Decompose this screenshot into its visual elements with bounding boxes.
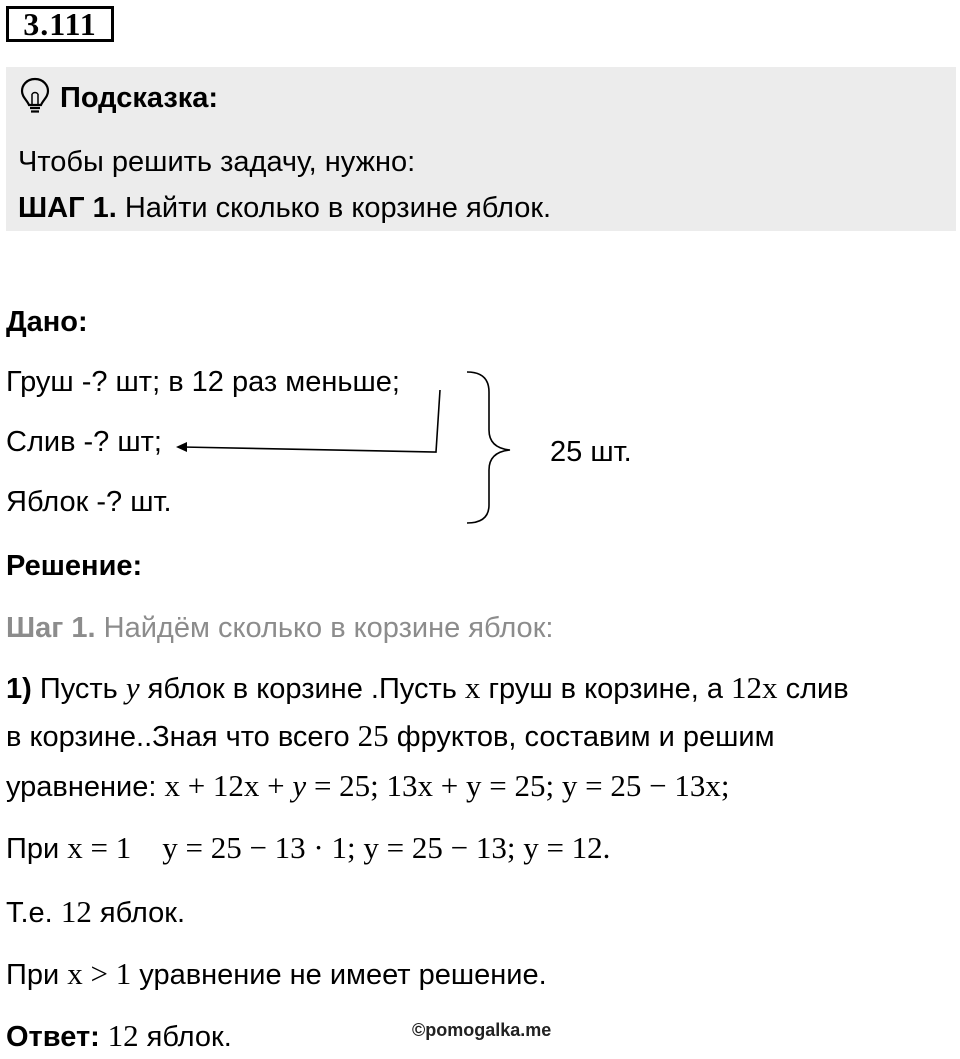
text: При: [6, 959, 68, 991]
text: фруктов, составим и решим: [388, 721, 775, 753]
solution-step: [6, 610, 553, 646]
watermark: ©pomogalka.me: [412, 1020, 552, 1040]
inequality: x > 1: [67, 956, 132, 991]
solution-line-1: [6, 670, 849, 707]
lightbulb-icon: [18, 76, 52, 116]
given-item-pears: Груш -? шт; в 12 раз меньше;: [6, 366, 400, 398]
answer: [6, 1018, 232, 1055]
given-total: 25 шт.: [550, 436, 632, 468]
arrow-head: [176, 442, 187, 452]
problem-number: 3.111: [6, 6, 114, 42]
hint-step-text: Найти сколько в корзине яблок.: [116, 192, 552, 224]
number: 12: [60, 894, 92, 929]
text: При: [6, 833, 68, 865]
hint-step: [18, 190, 551, 226]
solution-line-4: [6, 830, 610, 867]
curly-brace: [467, 372, 510, 523]
solution-line-6: [6, 956, 547, 993]
answer-text: яблок.: [138, 1021, 232, 1053]
var-x: x: [464, 670, 481, 705]
text: яблок в корзине .Пусть: [139, 673, 465, 705]
item-number: 1): [6, 673, 32, 705]
solution-line-3: [6, 768, 729, 805]
solution-line-2: [6, 718, 775, 755]
text: в корзине..Зная что всего: [6, 721, 358, 753]
var-y: y: [125, 670, 140, 705]
equation: = 25; 13x + y = 25; y = 25 − 13x;: [306, 768, 730, 803]
var-y: y: [292, 768, 307, 803]
text: уравнение:: [6, 771, 165, 803]
given-diagram: [0, 360, 700, 530]
text: уравнение не имеет решение.: [131, 959, 547, 991]
solution-step-text: Найдём сколько в корзине яблок:: [95, 612, 554, 644]
text: груш в корзине, а: [480, 673, 732, 705]
number: 25: [357, 718, 389, 753]
equation: x = 1 y = 25 − 13 · 1; y = 25 − 13; y = 12.: [67, 830, 611, 865]
given-item-apples: Яблок -? шт.: [6, 486, 172, 518]
answer-label: Ответ:: [6, 1021, 100, 1053]
answer-number: 12: [99, 1018, 139, 1053]
solution-title: Решение:: [6, 550, 143, 582]
given-title: Дано:: [6, 306, 88, 338]
solution-step-label: Шаг 1.: [6, 612, 96, 644]
text: Пусть: [31, 673, 126, 705]
expr-12x: 12x: [731, 670, 778, 705]
hint-line: Чтобы решить задачу, нужно:: [18, 146, 416, 178]
text: яблок.: [91, 897, 186, 929]
given-item-plums: Слив -? шт;: [6, 426, 162, 458]
equation: x + 12x +: [164, 768, 293, 803]
solution-line-5: [6, 894, 185, 931]
hint-step-label: ШАГ 1.: [18, 192, 117, 224]
hint-title: Подсказка:: [60, 82, 219, 114]
text: Т.е.: [6, 897, 61, 929]
relation-arrow: [182, 390, 440, 452]
text: слив: [777, 673, 849, 705]
